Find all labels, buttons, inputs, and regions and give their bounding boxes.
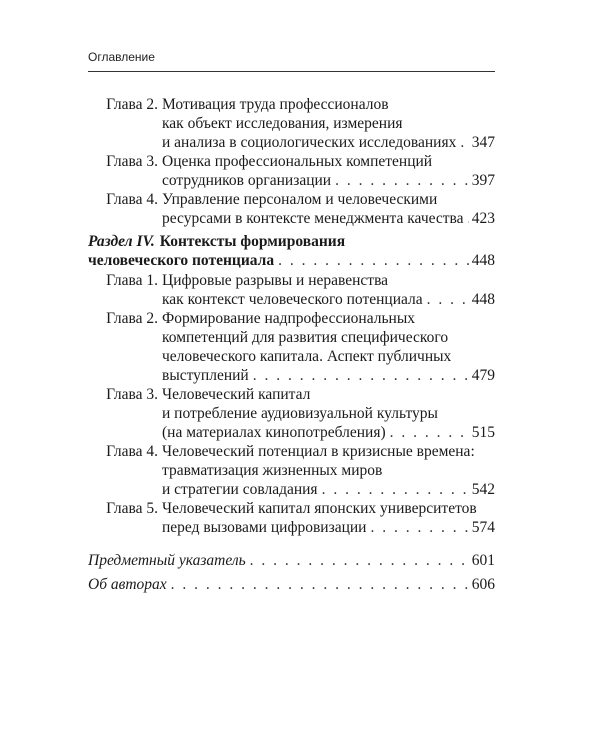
dot-leader	[390, 423, 469, 442]
page-number: 515	[471, 424, 495, 441]
chapter-number: Глава 4.	[106, 191, 158, 208]
page-number: 423	[471, 210, 495, 227]
page-number: 601	[471, 552, 495, 569]
chapter-title-line: травматизация жизненных миров	[162, 462, 383, 479]
chapter-title-line: Оценка профессиональных компетенций	[162, 153, 433, 170]
chapter-title-line: как контекст человеческого потенциала	[162, 291, 423, 308]
page-number: 397	[471, 172, 495, 189]
dot-leader	[460, 133, 468, 152]
chapter-title-line: и стратегии совладания	[162, 481, 318, 498]
dot-leader	[250, 551, 469, 570]
chapter-number: Глава 1.	[106, 272, 158, 289]
chapter-number: Глава 4.	[106, 443, 158, 460]
chapter-number: Глава 2.	[106, 310, 158, 327]
dot-leader	[427, 290, 469, 309]
page-number: 347	[471, 134, 495, 151]
chapter-title-line: Управление персоналом и человеческими	[162, 191, 438, 208]
section-label: Раздел IV.	[88, 233, 155, 250]
chapter-number: Глава 5.	[106, 500, 158, 517]
chapter-title-line: Мотивация труда профессионалов	[162, 96, 389, 113]
dot-leader	[278, 251, 469, 270]
chapter-title-line: человеческого капитала. Аспект публичных	[162, 348, 452, 365]
chapter-title-line: (на материалах кинопотребления)	[162, 424, 386, 441]
chapter-title-line: Человеческий потенциал в кризисные времена:	[162, 443, 475, 460]
chapter-title-line: Человеческий капитал	[162, 386, 311, 403]
chapter-number: Глава 3.	[106, 153, 158, 170]
dot-leader	[253, 366, 469, 385]
chapter-number: Глава 3.	[106, 386, 158, 403]
chapter-title-line: и потребление аудиовизуальной культуры	[162, 405, 438, 422]
page-number: 448	[471, 291, 495, 308]
back-matter-title: Об авторах	[88, 576, 167, 593]
chapter-number: Глава 2.	[106, 96, 158, 113]
dot-leader	[468, 209, 469, 228]
dot-leader	[335, 171, 469, 190]
chapter-title-line: выступлений	[162, 367, 249, 384]
page-number: 542	[471, 481, 495, 498]
dot-leader	[322, 480, 469, 499]
header-rule	[88, 71, 495, 72]
section-title-line: человеческого потенциала	[88, 252, 275, 269]
dot-leader	[370, 518, 468, 537]
chapter-title-line: и анализа в социологических исследованиях	[162, 134, 457, 151]
page-number: 606	[471, 576, 495, 593]
chapter-title-line: компетенций для развития специфического	[162, 329, 449, 346]
chapter-title-line: ресурсами в контексте менеджмента качества	[162, 210, 464, 227]
running-head: Оглавление	[88, 50, 155, 64]
chapter-title-line: Цифровые разрывы и неравенства	[162, 272, 389, 289]
chapter-title-line: перед вызовами цифровизации	[162, 519, 367, 536]
chapter-title-line: сотрудников организации	[162, 172, 332, 189]
dot-leader	[171, 575, 469, 594]
chapter-title-line: Человеческий капитал японских университетов	[162, 500, 477, 517]
section-title-line: Контексты формирования	[159, 233, 346, 250]
chapter-title-line: Формирование надпрофессиональных	[162, 310, 415, 327]
page-number: 574	[471, 519, 495, 536]
back-matter-title: Предметный указатель	[88, 552, 246, 569]
page-number: 448	[471, 252, 495, 269]
chapter-title-line: как объект исследования, измерения	[162, 115, 403, 132]
page-number: 479	[471, 367, 495, 384]
